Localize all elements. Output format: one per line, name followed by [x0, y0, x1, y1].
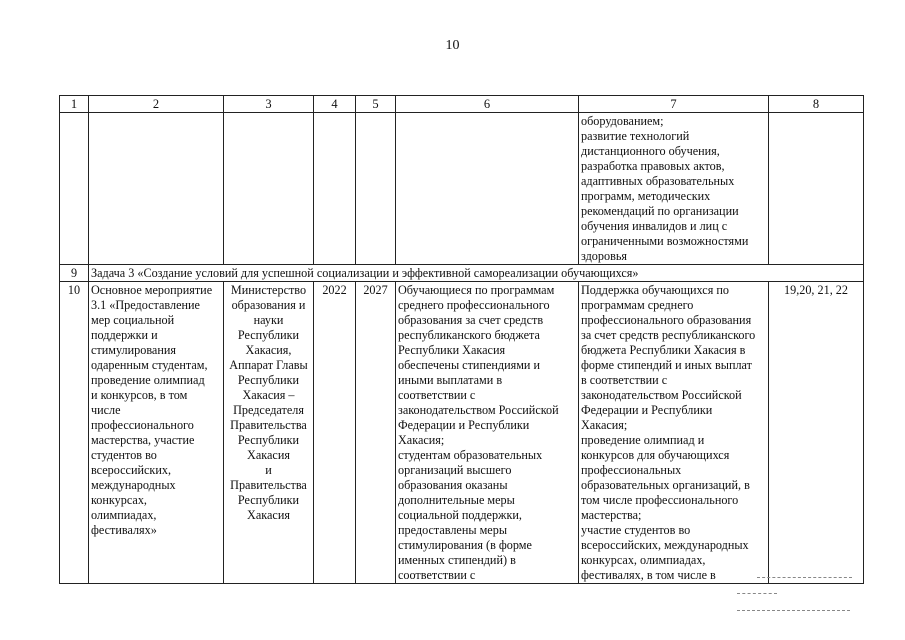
task-title: Задача 3 «Создание условий для успешной социализации и эффективной самореализации обучающихся» — [89, 265, 864, 282]
page-number: 10 — [445, 38, 460, 53]
cont-cell-2 — [89, 113, 224, 265]
measure-executors: Министерство образования и науки Республики Хакасия, Аппарат Главы Республики Хакасия – Председателя Правительства Республики Хакасия и Правительства Республики Хакасия — [224, 282, 314, 584]
scan-artifact-lines — [737, 575, 852, 615]
continuation-row — [60, 113, 864, 265]
cont-cell-3 — [224, 113, 314, 265]
measure-main-directions: Поддержка обучающихся по программам среднего профессионального образования за счет средств республиканского бюджета Республики Хакасия в форме стипендий и иных выплат в соответствии с законодательством Российской Федерации и Республики Хакасия; проведение олимпиад и конкурсов для обучающихся профессиональных образовательных организаций, в том числе профессионального мастерства; участие студентов во всероссийских, международных конкурсах, олимпиадах, фестивалях, в том числе в — [579, 282, 769, 584]
header-cell-5: 5 — [356, 96, 396, 113]
cont-cell-5 — [356, 113, 396, 265]
measure-row-number: 10 — [60, 282, 89, 584]
header-row — [60, 96, 864, 113]
header-cell-3: 3 — [224, 96, 314, 113]
header-cell-6: 6 — [396, 96, 579, 113]
header-cell-8: 8 — [769, 96, 864, 113]
header-cell-7: 7 — [579, 96, 769, 113]
measures-table — [59, 95, 864, 584]
measure-end-year: 2027 — [356, 282, 396, 584]
cont-cell-4 — [314, 113, 356, 265]
task-row — [60, 265, 864, 282]
measure-indicator-links: 19,20, 21, 22 — [769, 282, 864, 584]
header-cell-2: 2 — [89, 96, 224, 113]
measure-start-year: 2022 — [314, 282, 356, 584]
cont-cell-1 — [60, 113, 89, 265]
cont-cell-6 — [396, 113, 579, 265]
measure-row — [60, 282, 864, 584]
header-cell-1: 1 — [60, 96, 89, 113]
measure-name: Основное мероприятие 3.1 «Предоставление мер социальной поддержки и стимулирования одаренным студентам, проведение олимпиад и конкурсов, в том числе профессионального мастерства, участие студентов во всероссийских, международных конкурсах, олимпиадах, фестивалях» — [89, 282, 224, 584]
header-cell-4: 4 — [314, 96, 356, 113]
cont-cell-7-results: оборудованием; развитие технологий дистанционного обучения, разработка правовых актов, адаптивных образовательных программ, методических рекомендаций по организации обучения инвалидов и лиц с ограниченными возможностями здоровья — [579, 113, 769, 265]
task-row-number: 9 — [60, 265, 89, 282]
cont-cell-8 — [769, 113, 864, 265]
measure-expected-result: Обучающиеся по программам среднего профессионального образования за счет средств республиканского бюджета Республики Хакасия обеспечены стипендиями и иными выплатами в соответствии с законодательством Российской Федерации и Республики Хакасия; студентам образовательных организаций высшего образования оказаны дополнительные меры социальной поддержки, предоставлены меры стимулирования (в форме именных стипендий) в соответствии с — [396, 282, 579, 584]
